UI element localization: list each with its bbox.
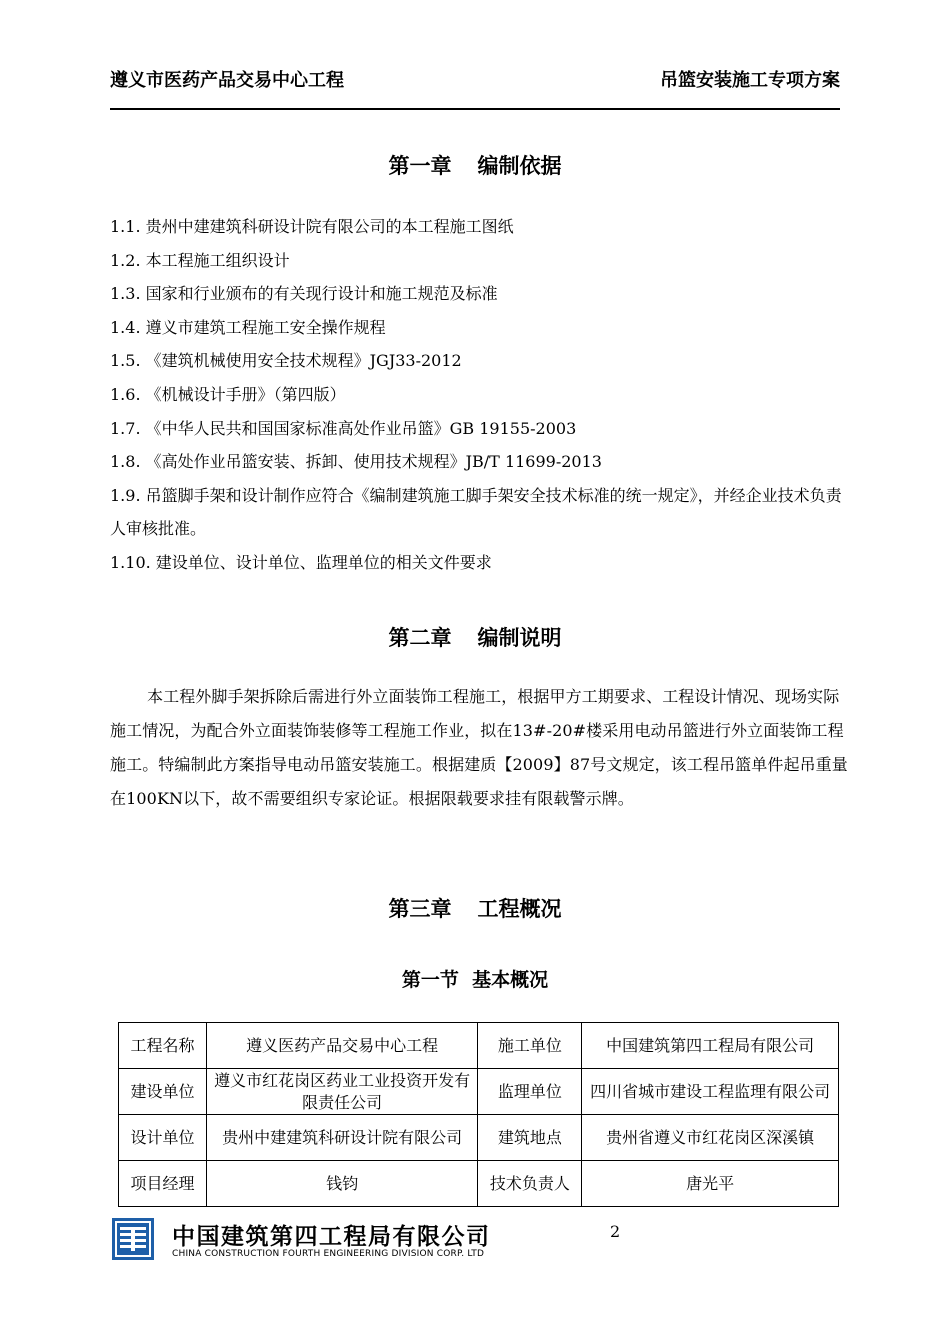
section-1-heading: 第一节 基本概况 bbox=[401, 969, 549, 991]
chapter-3-title: 工程概况 bbox=[477, 897, 562, 921]
basis-item: 1.3. 国家和行业颁布的有关现行设计和施工规范及标准 bbox=[110, 284, 498, 304]
table-cell-label: 施工单位 bbox=[478, 1023, 582, 1069]
basis-item: 1.10. 建设单位、设计单位、监理单位的相关文件要求 bbox=[110, 552, 492, 572]
table-cell-label: 技术负责人 bbox=[478, 1161, 582, 1207]
description-paragraph: 本工程外脚手架拆除后需进行外立面装饰工程施工，根据甲方工期要求、工程设计情况、现场实际施工情况，为配合外立面装饰装修等工程施工作业，拟在13#-20#楼采用电动吊篮进行外立面装饰工程施工。特编制此方案指导电动吊篮安装施工。根据建质【2009】87号文规定，该工程吊篮单件起吊重量在100KN以下，故不需要组织专家论证。根据限载要求挂有限载警示牌。 bbox=[110, 687, 848, 808]
table-cell-label: 建设单位 bbox=[119, 1069, 207, 1115]
basis-item: 1.2. 本工程施工组织设计 bbox=[110, 250, 290, 270]
table-cell-label: 监理单位 bbox=[478, 1069, 582, 1115]
table-cell-value: 中国建筑第四工程局有限公司 bbox=[582, 1023, 839, 1069]
table-cell-label: 设计单位 bbox=[119, 1115, 207, 1161]
basis-item: 1.6. 《机械设计手册》（第四版） bbox=[110, 384, 346, 404]
table-cell-label: 工程名称 bbox=[119, 1023, 207, 1069]
table-cell-value: 贵州中建建筑科研设计院有限公司 bbox=[206, 1115, 478, 1161]
chapter-3-heading bbox=[0, 893, 950, 923]
footer-company-english: CHINA CONSTRUCTION FOURTH ENGINEERING DIVISION CORP. LTD bbox=[172, 1249, 485, 1259]
chapter-2-title: 编制说明 bbox=[477, 626, 562, 650]
basis-list bbox=[110, 210, 845, 580]
table-row bbox=[119, 1069, 839, 1115]
chapter-1-number: 第一章 bbox=[388, 154, 452, 178]
table-cell-label: 建筑地点 bbox=[478, 1115, 582, 1161]
table-row bbox=[119, 1115, 839, 1161]
table-cell-value: 四川省城市建设工程监理有限公司 bbox=[582, 1069, 839, 1115]
basis-item: 1.7. 《中华人民共和国国家标准高处作业吊篮》GB 19155-2003 bbox=[110, 418, 577, 438]
table-cell-value: 遵义医药产品交易中心工程 bbox=[206, 1023, 478, 1069]
overview-table bbox=[118, 1022, 839, 1207]
chapter-1-title: 编制依据 bbox=[477, 154, 562, 178]
page-number: 2 bbox=[610, 1222, 621, 1241]
page-header bbox=[110, 66, 840, 110]
basis-item: 1.4. 遵义市建筑工程施工安全操作规程 bbox=[110, 317, 386, 337]
footer-company-name: 中国建筑第四工程局有限公司 bbox=[172, 1224, 491, 1250]
table-row bbox=[119, 1023, 839, 1069]
table-cell-label: 项目经理 bbox=[119, 1161, 207, 1207]
table-cell-value: 贵州省遵义市红花岗区深溪镇 bbox=[582, 1115, 839, 1161]
header-project-name: 遵义市医药产品交易中心工程 bbox=[110, 70, 344, 91]
basis-item: 1.9. 吊篮脚手架和设计制作应符合《编制建筑施工脚手架安全技术标准的统一规定》，并经企业技术负责人审核批准。 bbox=[110, 485, 842, 539]
chapter-3-number: 第三章 bbox=[388, 897, 452, 921]
chapter-2-heading bbox=[0, 622, 950, 652]
table-cell-value: 遵义市红花岗区药业工业投资开发有限责任公司 bbox=[206, 1069, 478, 1115]
chapter-1-heading bbox=[0, 150, 950, 180]
basis-item: 1.1. 贵州中建建筑科研设计院有限公司的本工程施工图纸 bbox=[110, 217, 514, 236]
basis-item: 1.5. 《建筑机械使用安全技术规程》JGJ33-2012 bbox=[110, 351, 462, 371]
company-logo-icon bbox=[112, 1218, 154, 1260]
table-cell-value: 唐光平 bbox=[582, 1161, 839, 1207]
chapter-2-number: 第二章 bbox=[388, 626, 452, 650]
basis-item: 1.8. 《高处作业吊篮安装、拆卸、使用技术规程》JB/T 11699-2013 bbox=[110, 452, 602, 472]
table-row bbox=[119, 1161, 839, 1207]
table-cell-value: 钱钧 bbox=[206, 1161, 478, 1207]
header-document-title: 吊篮安装施工专项方案 bbox=[660, 70, 840, 91]
